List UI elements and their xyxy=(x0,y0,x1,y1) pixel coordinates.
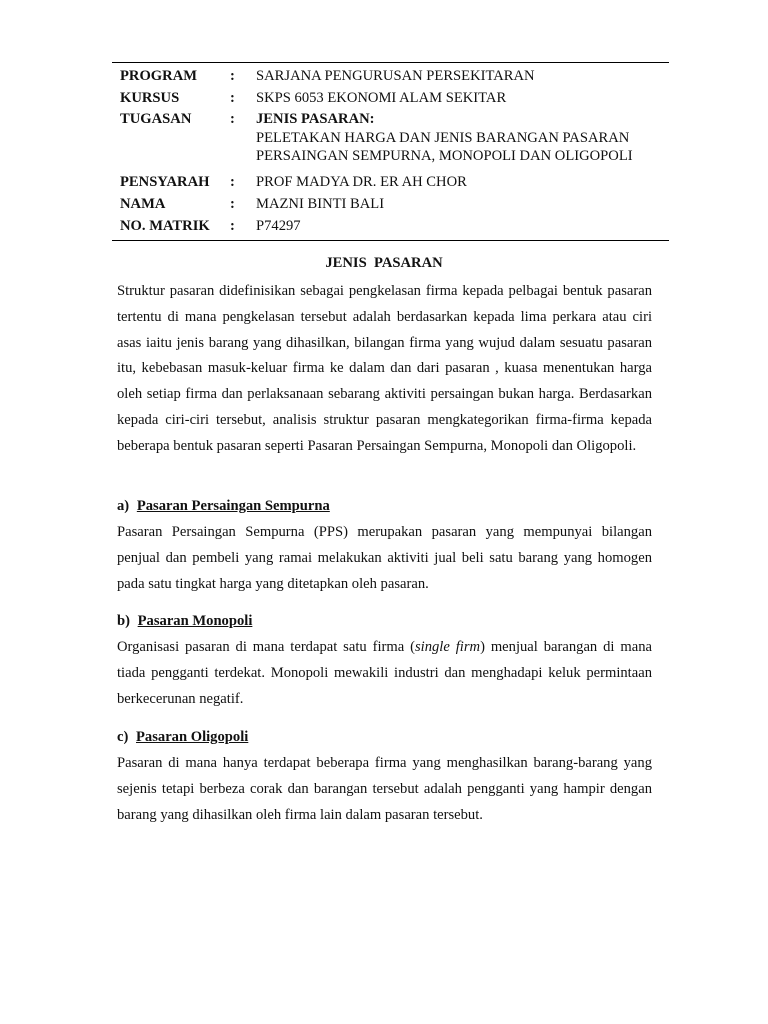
section-b-text-start: Organisasi pasaran di mana terdapat satu firma ( xyxy=(117,639,415,655)
info-row-tugasan xyxy=(112,109,669,165)
tugasan-subtitle-line-2: PERSAINGAN SEMPURNA, MONOPOLI DAN OLIGOPOLI xyxy=(256,148,633,164)
info-label: NAMA xyxy=(120,196,166,212)
section-title: Pasaran Monopoli xyxy=(137,613,253,629)
tugasan-title: JENIS PASARAN: xyxy=(256,111,375,127)
info-value: P74297 xyxy=(256,218,301,234)
section-heading-a xyxy=(117,498,330,515)
intro-paragraph: Struktur pasaran didefinisikan sebagai pengkelasan firma kepada pelbagai bentuk pasaran tertentu di mana pengkelasan tersebut adalah berdasarkan kepada lima perkara atau ciri asas iaitu jenis barang yang dihasilkan, bilangan firma yang wujud dalam sesuatu pasaran itu, kebebasan masuk-keluar firma ke dalam dan dari pasaran , kuasa menentukan harga oleh setiap firma dan perlaksanaan sebarang aktiviti persaingan bukan harga. Berdasarkan kepada ciri-ciri tersebut, analisis struktur pasaran mengkategorikan firma-firma kepada beberapa bentuk pasaran seperti Pasaran Persaingan Sempurna, Monopoli dan Oligopoli. xyxy=(117,283,652,454)
section-letter: a) xyxy=(117,498,130,514)
section-a-paragraph: Pasaran Persaingan Sempurna (PPS) merupakan pasaran yang mempunyai bilangan penjual dan pembeli yang ramai melakukan aktiviti jual beli satu barang yang homogen pada satu tingkat harga yang ditetapkan oleh pasaran. xyxy=(117,524,652,592)
assignment-info-table xyxy=(112,62,669,241)
page-heading-text: JENIS PASARAN xyxy=(325,255,443,271)
section-c-paragraph: Pasaran di mana hanya terdapat beberapa firma yang menghasilkan barang-barang yang sejenis tetapi berbeza corak dan barangan tersebut adalah pengganti yang hampir dengan barang yang dihasilkan oleh firma lain dalam pasaran tersebut. xyxy=(117,755,652,823)
info-row-matrik xyxy=(112,215,669,237)
info-value: SARJANA PENGURUSAN PERSEKITARAN xyxy=(256,68,535,84)
tugasan-subtitle-line-1: PELETAKAN HARGA DAN JENIS BARANGAN PASARAN xyxy=(256,130,630,146)
info-colon: : xyxy=(230,90,235,106)
section-b-text-end: ) menjual barangan di mana tiada pengganti terdekat. Monopoli mewakili industri dan menghadapi keluk permintaan berkecerunan negatif. xyxy=(117,639,652,707)
section-b-italic-term: single firm xyxy=(414,639,481,655)
section-letter: c) xyxy=(117,729,129,745)
info-value: MAZNI BINTI BALI xyxy=(256,196,385,212)
section-letter: b) xyxy=(117,613,130,629)
info-label: TUGASAN xyxy=(120,111,192,127)
info-value xyxy=(256,109,669,165)
page-heading xyxy=(0,255,768,272)
section-heading-c xyxy=(117,729,248,746)
info-row-pensyarah xyxy=(112,171,669,193)
info-colon: : xyxy=(230,174,235,190)
info-row-kursus xyxy=(112,87,669,109)
info-colon: : xyxy=(230,196,235,212)
info-value: PROF MADYA DR. ER AH CHOR xyxy=(256,174,467,190)
info-label: KURSUS xyxy=(120,90,180,106)
section-heading-b xyxy=(117,613,252,630)
info-label: NO. MATRIK xyxy=(120,218,210,234)
info-label: PENSYARAH xyxy=(120,174,210,190)
info-row-program xyxy=(112,65,669,87)
info-value: SKPS 6053 EKONOMI ALAM SEKITAR xyxy=(256,90,507,106)
info-row-nama xyxy=(112,193,669,215)
section-title: Pasaran Oligopoli xyxy=(136,729,249,745)
info-colon: : xyxy=(230,218,235,234)
section-title: Pasaran Persaingan Sempurna xyxy=(136,498,330,514)
info-label: PROGRAM xyxy=(120,68,198,84)
section-b-paragraph xyxy=(117,635,652,712)
info-colon: : xyxy=(230,68,235,84)
info-colon: : xyxy=(230,111,235,127)
